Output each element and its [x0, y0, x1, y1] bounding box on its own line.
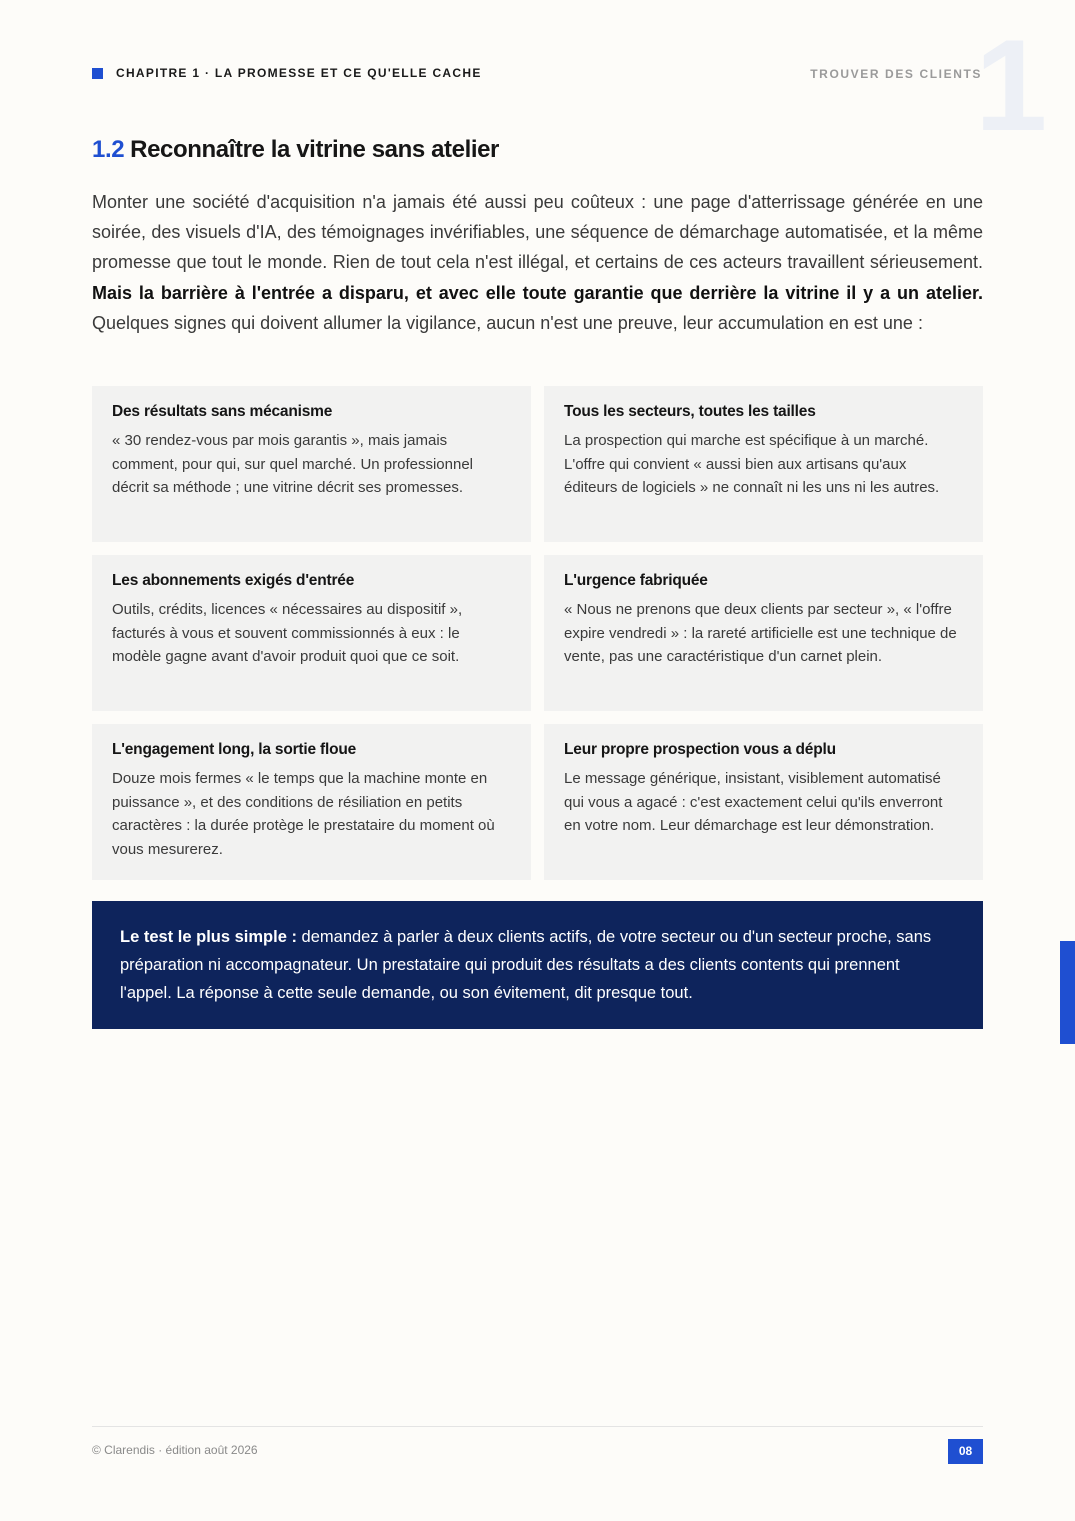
card-title: L'urgence fabriquée: [564, 572, 708, 589]
card-title: Les abonnements exigés d'entrée: [112, 572, 355, 589]
card-title: Tous les secteurs, toutes les tailles: [564, 403, 816, 420]
card-title: Des résultats sans mécanisme: [112, 403, 333, 420]
intro-paragraph: [92, 187, 983, 338]
card-body: La prospection qui marche est spécifique à un marché. L'offre qui convient « aussi bien aux artisans qu'aux éditeurs de logiciels » ne connaît ni les uns ni les autres.: [564, 432, 940, 496]
tip-callout: [92, 901, 983, 1029]
warning-card: [544, 724, 983, 880]
chapter-side-tab: [1060, 941, 1075, 1044]
callout-text: demandez à parler à deux clients actifs, de votre secteur ou d'un secteur proche, sans préparation ni accompagnateur. Un prestataire qui produit des résultats a des clients contents qui prennent l'appel. La réponse à cette seule demande, ou son évitement, dit presque tout.: [120, 928, 932, 1002]
warning-card: [92, 724, 531, 880]
intro-text-1: Monter une société d'acquisition n'a jamais été aussi peu coûteux : une page d'atterrissage générée en une soirée, des visuels d'IA, des témoignages invérifiables, une séquence de démarchage automatisée, et la même promesse que tout le monde. Rien de tout cela n'est illégal, et certains de ces acteurs travaillent sérieusement.: [92, 192, 983, 273]
header-marker-icon: [92, 68, 103, 79]
card-body: Le message générique, insistant, visiblement automatisé qui vous a agacé : c'est exactement celui qu'ils enverront en votre nom. Leur démarchage est leur démonstration.: [564, 770, 943, 834]
card-body: « Nous ne prenons que deux clients par secteur », « l'offre expire vendredi » : la rareté artificielle est une technique de vente, pas une caractéristique d'un carnet plein.: [564, 601, 957, 665]
card-body: Douze mois fermes « le temps que la machine monte en puissance », et des conditions de résiliation en petits caractères : la durée protège le prestataire du moment où vous mesurerez.: [112, 770, 495, 858]
section-title-text: Reconnaître la vitrine sans atelier: [130, 136, 500, 163]
page-number-badge: 08: [948, 1439, 983, 1464]
warning-card: [544, 386, 983, 542]
warning-card: [544, 555, 983, 711]
section-number: 1.2: [92, 136, 125, 163]
footer-copyright: © Clarendis · édition août 2026: [92, 1443, 258, 1457]
section-heading: [92, 136, 499, 164]
running-header-section: TROUVER DES CLIENTS: [810, 67, 982, 81]
chapter-numeral-watermark: 1: [975, 12, 1048, 158]
intro-bold-text: Mais la barrière à l'entrée a disparu, et avec elle toute garantie que derrière la vitrine il y a un atelier.: [92, 282, 983, 303]
footer-divider: [92, 1426, 983, 1427]
warning-signs-grid: [92, 386, 983, 880]
warning-card: [92, 555, 531, 711]
callout-label: Le test le plus simple :: [120, 928, 297, 946]
card-body: « 30 rendez-vous par mois garantis », mais jamais comment, pour qui, sur quel marché. Un professionnel décrit sa méthode ; une vitrine décrit ses promesses.: [112, 432, 474, 496]
running-header-chapter: CHAPITRE 1 · LA PROMESSE ET CE QU'ELLE CACHE: [116, 66, 482, 80]
warning-card: [92, 386, 531, 542]
card-title: L'engagement long, la sortie floue: [112, 741, 357, 758]
card-title: Leur propre prospection vous a déplu: [564, 741, 836, 758]
intro-text-2: Quelques signes qui doivent allumer la vigilance, aucun n'est une preuve, leur accumulation en est une :: [92, 312, 923, 333]
card-body: Outils, crédits, licences « nécessaires au dispositif », facturés à vous et souvent commissionnés à eux : le modèle gagne avant d'avoir produit quoi que ce soit.: [112, 601, 463, 665]
